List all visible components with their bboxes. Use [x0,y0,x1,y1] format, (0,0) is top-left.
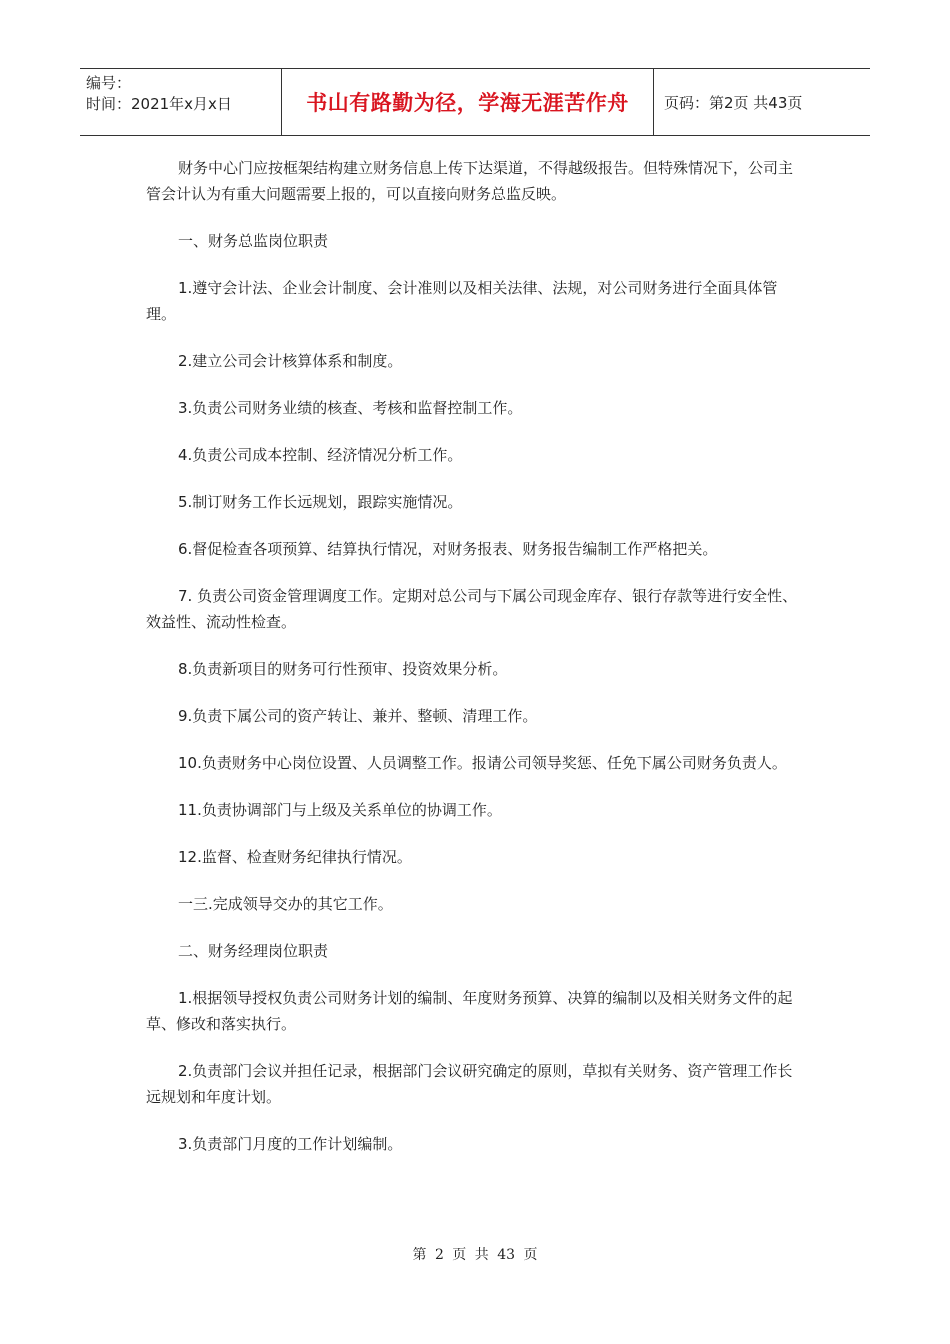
document-time: 时间：2021年x月x日 [86,95,232,113]
header-motto: 书山有路勤为径，学海无涯苦作舟 [306,91,629,115]
header-meta [80,69,282,135]
header-motto-cell [282,69,654,135]
header-page-info: 页码：第2页 共43页 [664,93,803,112]
section-heading: 一、财务总监岗位职责 [178,232,329,250]
section-heading: 二、财务经理岗位职责 [178,942,329,960]
list-item: 4.负责公司成本控制、经济情况分析工作。 [178,446,463,464]
list-item: 12.监督、检查财务纪律执行情况。 [178,848,412,866]
list-item: 3.负责部门月度的工作计划编制。 [178,1135,403,1153]
list-item: 2.负责部门会议并担任记录，根据部门会议研究确定的原则，草拟有关财务、资产管理工作长远规划和年度计划。 [146,1062,793,1106]
list-item: 3.负责公司财务业绩的核查、考核和监督控制工作。 [178,399,523,417]
list-item: 10.负责财务中心岗位设置、人员调整工作。报请公司领导奖惩、任免下属公司财务负责人。 [178,754,787,772]
list-item: 8.负责新项目的财务可行性预审、投资效果分析。 [178,660,508,678]
list-item: 11.负责协调部门与上级及关系单位的协调工作。 [178,801,502,819]
document-body [146,155,806,1178]
list-item: 9.负责下属公司的资产转让、兼并、整顿、清理工作。 [178,707,538,725]
list-item: 5.制订财务工作长远规划，跟踪实施情况。 [178,493,463,511]
page-footer: 第 2 页 共 43 页 [412,1247,538,1263]
document-number-label: 编号： [86,74,132,92]
list-item: 1.根据领导授权负责公司财务计划的编制、年度财务预算、决算的编制以及相关财务文件的起草、修改和落实执行。 [146,989,793,1033]
list-item: 1.遵守会计法、企业会计制度、会计准则以及相关法律、法规，对公司财务进行全面具体管理。 [146,279,778,323]
list-item: 一三.完成领导交办的其它工作。 [178,895,393,913]
page-header [80,68,870,136]
paragraph: 财务中心门应按框架结构建立财务信息上传下达渠道，不得越级报告。但特殊情况下，公司主管会计认为有重大问题需要上报的，可以直接向财务总监反映。 [146,159,794,203]
list-item: 6.督促检查各项预算、结算执行情况，对财务报表、财务报告编制工作严格把关。 [178,540,718,558]
list-item: 2.建立公司会计核算体系和制度。 [178,352,403,370]
list-item: 7. 负责公司资金管理调度工作。定期对总公司与下属公司现金库存、银行存款等进行安全性、效益性、流动性检查。 [146,587,798,631]
